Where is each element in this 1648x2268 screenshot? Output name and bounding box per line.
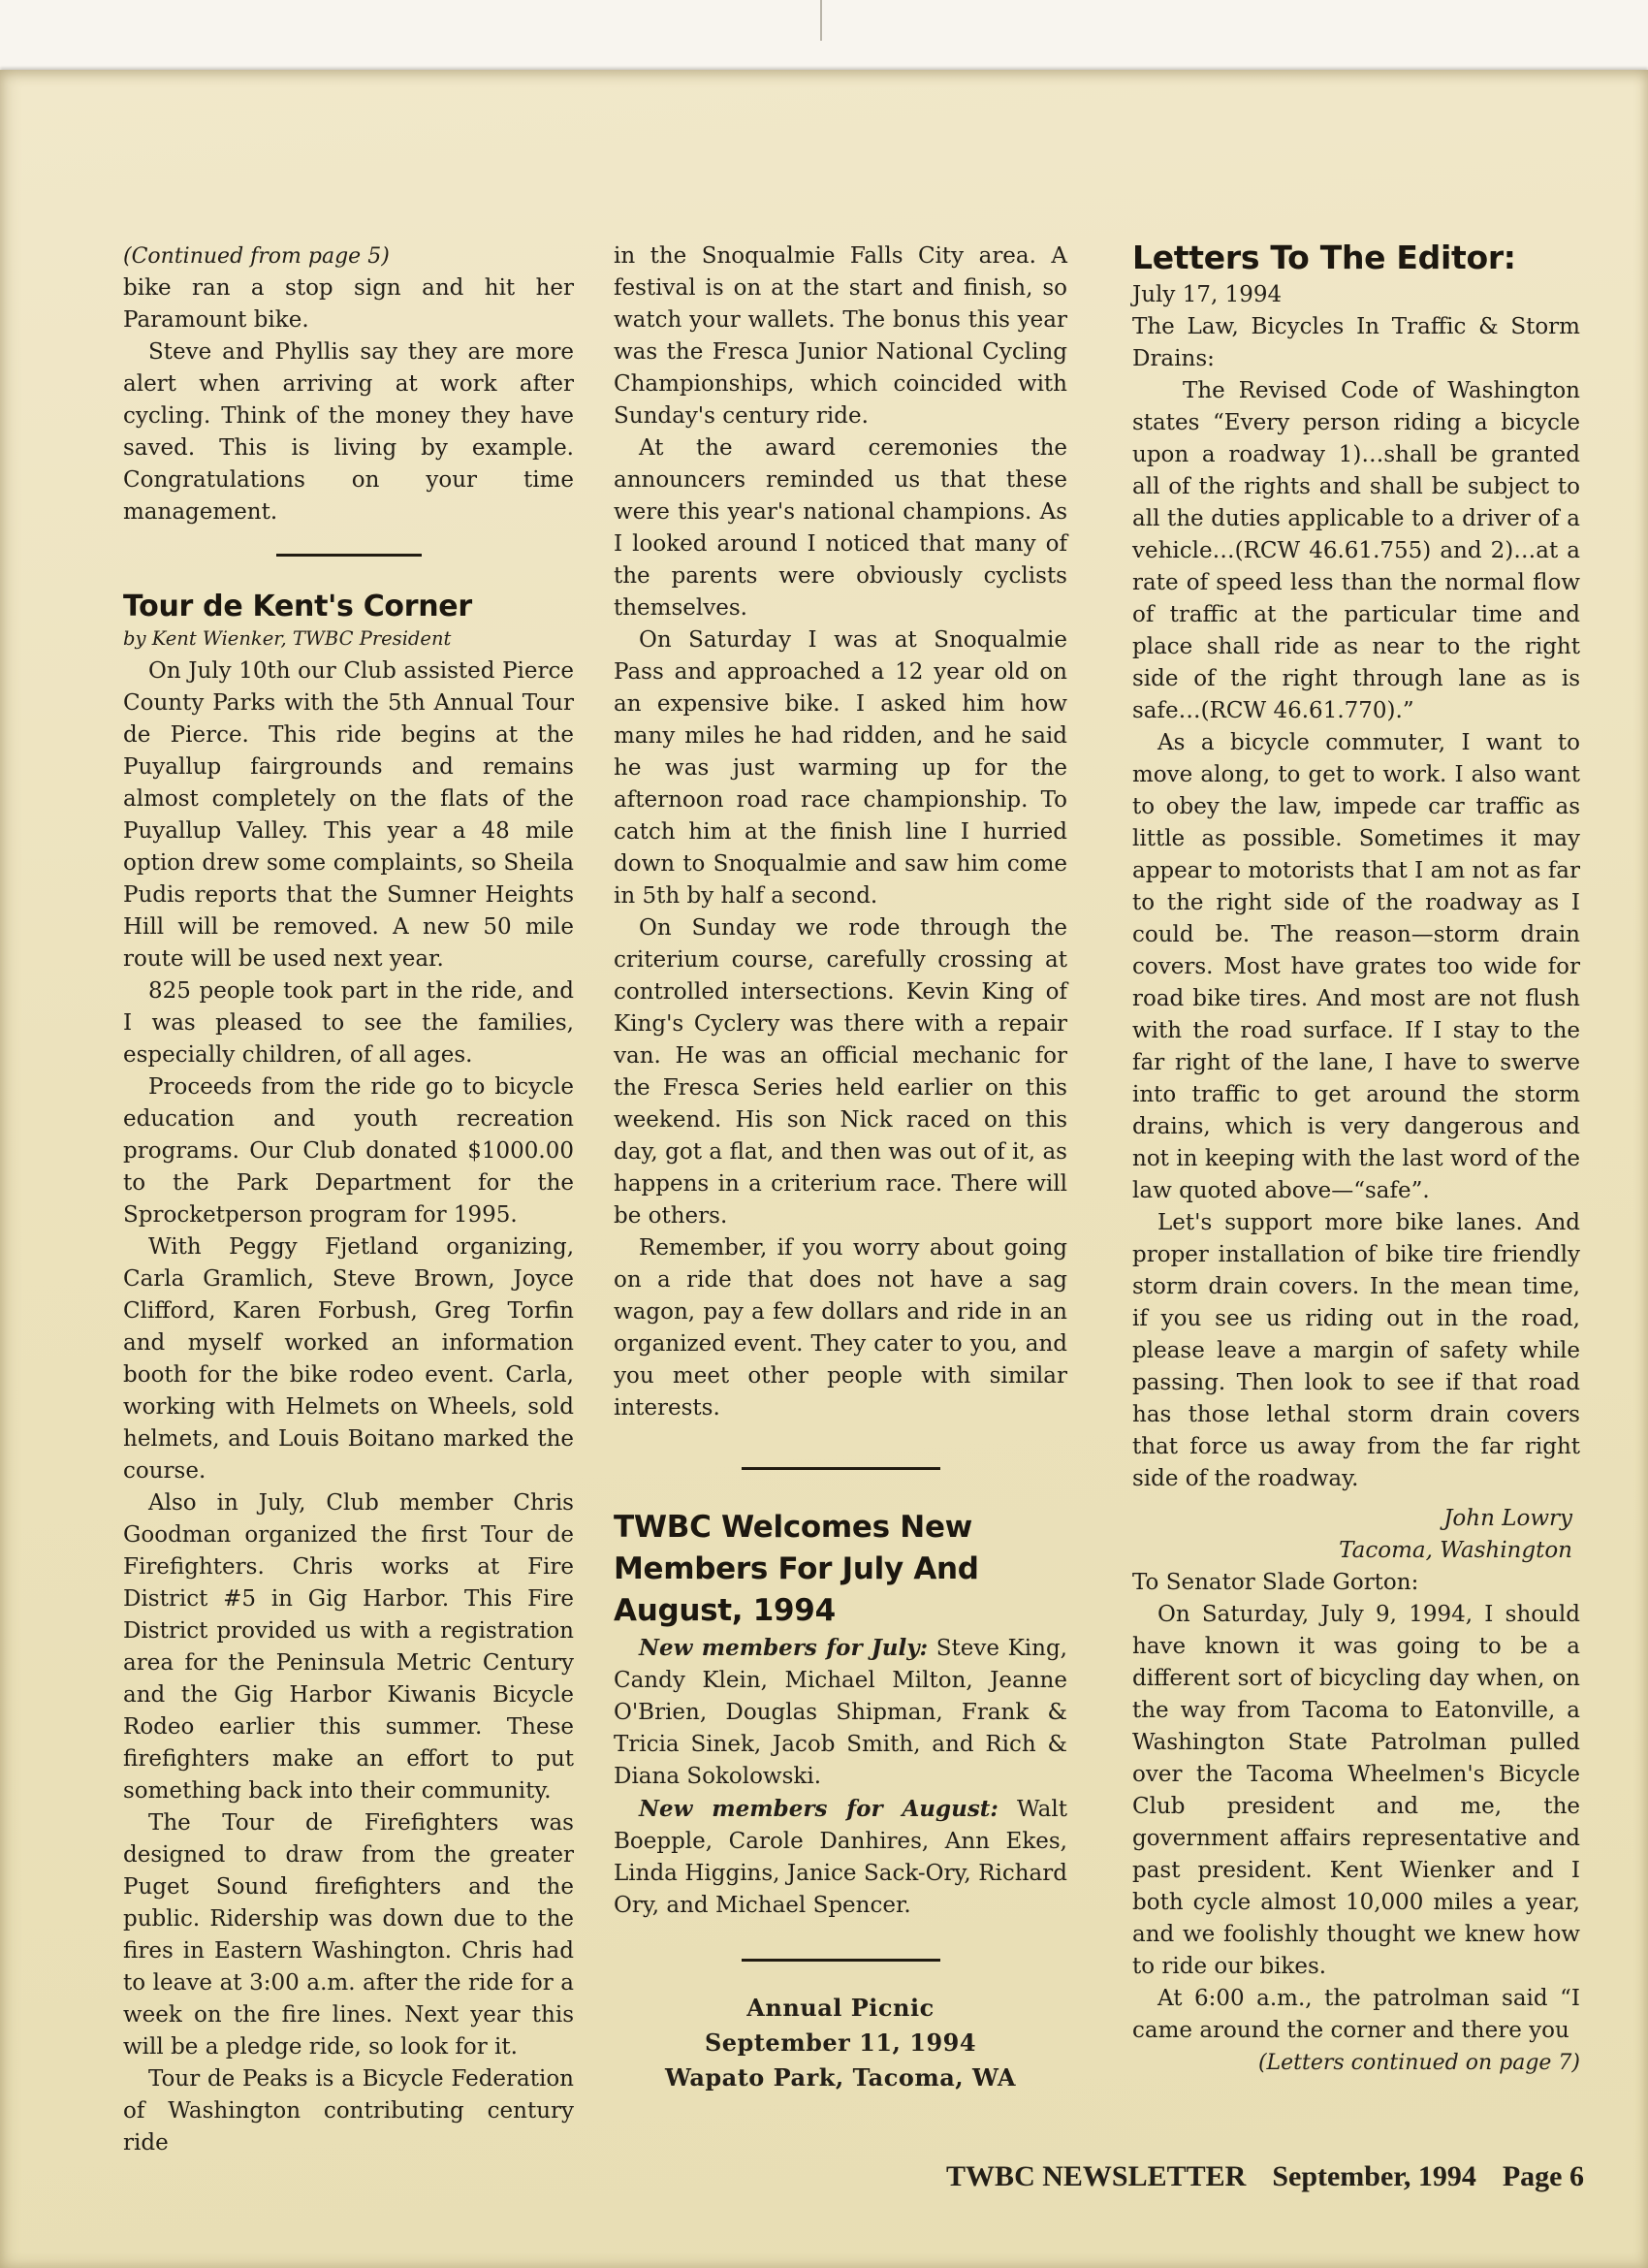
picnic-date: September 11, 1994 bbox=[704, 2028, 977, 2057]
letter-paragraph: On Saturday, July 9, 1994, I should have known it was going to be a different sort of bicycling day when, on the way from Tacoma to Eatonville, a Washington State Patrolman pulled over the Tacoma Wheelmen's Bicycle Club president and me, the government affairs representative and past president. Kent Wienker and I both cycle almost 10,000 miles a year, and we foolishly thought we knew how to ride our bikes. bbox=[1132, 1602, 1580, 1979]
letter-subject: The Law, Bicycles In Traffic & Storm Drains: bbox=[1132, 314, 1580, 371]
article-paragraph: Proceeds from the ride go to bicycle education and youth recreation programs. Our Club donated $1000.00 to the Park Department for the Sprocketperson program for 1995. bbox=[123, 1074, 574, 1228]
article-paragraph: With Peggy Fjetland organizing, Carla Gramlich, Steve Brown, Joyce Clifford, Karen Forbush, Greg Torfin and myself worked an information booth for the bike rodeo event. Carla, working with Helmets on Wheels, sold helmets, and Louis Boitano marked the course. bbox=[123, 1234, 574, 1484]
article-title: Tour de Kent's Corner bbox=[123, 590, 472, 623]
new-members-august-label: New members for August: bbox=[639, 1796, 998, 1822]
letter-salutation: To Senator Slade Gorton: bbox=[1132, 1570, 1419, 1595]
new-members-title: TWBC Welcomes New Members For July And August, 1994 bbox=[614, 1510, 979, 1628]
footer-issue-date: September, 1994 bbox=[1272, 2160, 1476, 2192]
article-paragraph: On Saturday I was at Snoqualmie Pass and approached a 12 year old on an expensive bike. I asked him how many miles he had ridden, and he said he was just warming up for the afternoon road race championship. To catch him at the finish line I hurried down to Snoqualmie and saw him come in 5th by half a second. bbox=[614, 627, 1067, 909]
newsletter-page bbox=[0, 70, 1648, 2268]
signature-name: John Lowry bbox=[1443, 1506, 1572, 1531]
section-divider bbox=[742, 1959, 940, 1962]
column-right bbox=[1132, 237, 1580, 2079]
annual-picnic-notice bbox=[614, 1991, 1067, 2095]
article-byline: by Kent Wienker, TWBC President bbox=[123, 627, 452, 650]
section-divider bbox=[742, 1467, 940, 1470]
signature-place: Tacoma, Washington bbox=[1339, 1538, 1572, 1563]
picnic-title: Annual Picnic bbox=[746, 1994, 935, 2022]
article-paragraph: Tour de Peaks is a Bicycle Federation of Washington contributing century ride bbox=[123, 2066, 574, 2156]
picnic-location: Wapato Park, Tacoma, WA bbox=[664, 2063, 1017, 2092]
letter-paragraph: At 6:00 a.m., the patrolman said “I came around the corner and there you bbox=[1132, 1986, 1580, 2043]
letter-signature bbox=[1132, 1503, 1572, 1567]
letter-paragraph: The Revised Code of Washington states “Every person riding a bicycle upon a roadway 1)…shall be granted all of the rights and shall be subject to all the duties applicable to a driver of a vehicle…(RCW 46.61.755) and 2)…at a rate of speed less than the normal flow of traffic at the particular time and place shall ride as near to the right side of the right through lane as is safe…(RCW 46.61.770).” bbox=[1132, 378, 1580, 723]
letter-paragraph: Let's support more bike lanes. And proper installation of bike tire friendly storm drain covers. In the mean time, if you see us riding out in the road, please leave a margin of safety while passing. Then look to see if that road has those lethal storm drain covers that force us away from the far right side of the roadway. bbox=[1132, 1210, 1580, 1491]
section-divider bbox=[276, 554, 422, 557]
article-paragraph: On July 10th our Club assisted Pierce County Parks with the 5th Annual Tour de Pierce. This ride begins at the Puyallup fairgrounds and remains almost completely on the flats of the Puyallup Valley. This year a 48 mile option drew some complaints, so Sheila Pudis reports that the Sumner Heights Hill will be removed. A new 50 mile route will be used next year. bbox=[123, 658, 574, 972]
article-paragraph: Also in July, Club member Chris Goodman organized the first Tour de Firefighters. Chris works at Fire District #5 in Gig Harbor. This Fire District provided us with a registration area for the Peninsula Metric Century and the Gig Harbor Kiwanis Bicycle Rodeo earlier this summer. These firefighters make an effort to put something back into their community. bbox=[123, 1490, 574, 1804]
intro-paragraph: bike ran a stop sign and hit her Paramount bike. bbox=[123, 275, 574, 333]
column-left bbox=[123, 240, 574, 2159]
letter-paragraph: As a bicycle commuter, I want to move along, to get to work. I also want to obey the law, impede car traffic as little as possible. Sometimes it may appear to motorists that I am not as far to the right side of the roadway as I could be. The reason—storm drain covers. Most have grates too wide for road bike tires. And most are not flush with the road surface. If I stay to the far right of the lane, I have to swerve into traffic to get around the storm drains, which is very dangerous and not in keeping with the last word of the law quoted above—“safe”. bbox=[1132, 730, 1580, 1203]
letter-date: July 17, 1994 bbox=[1132, 282, 1283, 307]
article-paragraph: At the award ceremonies the announcers reminded us that these were this year's national champions. As I looked around I noticed that many of the parents were obviously cyclists themselves. bbox=[614, 435, 1067, 621]
new-members-august-names: Walt Boepple, Carole Danhires, Ann Ekes, Linda Higgins, Janice Sack-Ory, Richard Ory, and Michael Spencer. bbox=[614, 1797, 1067, 1918]
article-paragraph: in the Snoqualmie Falls City area. A festival is on at the start and finish, so watch your wallets. The bonus this year was the Fresca Junior National Cycling Championships, which coincided with Sunday's century ride. bbox=[614, 243, 1067, 429]
article-paragraph: 825 people took part in the ride, and I was pleased to see the families, especially children, of all ages. bbox=[123, 978, 574, 1068]
page-footer bbox=[946, 2160, 1584, 2193]
footer-page-number: Page 6 bbox=[1502, 2160, 1584, 2192]
new-members-august bbox=[614, 1793, 1067, 1922]
intro-paragraph: Steve and Phyllis say they are more alert when arriving at work after cycling. Think of the money they have saved. This is living by example. Congratulations on your time management. bbox=[123, 339, 574, 525]
new-members-july-names: Steve King, Candy Klein, Michael Milton, Jeanne O'Brien, Douglas Shipman, Frank & Tricia Sinek, Jacob Smith, and Rich & Diana Sokolowski. bbox=[614, 1636, 1067, 1789]
letters-continued-note: (Letters continued on page 7) bbox=[1257, 2051, 1580, 2075]
new-members-july bbox=[614, 1632, 1067, 1793]
scan-artifact-line bbox=[820, 0, 822, 41]
new-members-july-label: New members for July: bbox=[639, 1635, 929, 1661]
column-middle bbox=[614, 240, 1067, 2095]
footer-newsletter-name: TWBC NEWSLETTER bbox=[946, 2160, 1247, 2192]
article-paragraph: Remember, if you worry about going on a ride that does not have a sag wagon, pay a few dollars and ride in an organized event. They cater to you, and you meet other people with similar interests. bbox=[614, 1235, 1067, 1421]
article-paragraph: The Tour de Firefighters was designed to draw from the greater Puget Sound firefighters and the public. Ridership was down due to the fires in Eastern Washington. Chris had to leave at 3:00 a.m. after the ride for a week on the fire lines. Next year this will be a pledge ride, so look for it. bbox=[123, 1810, 574, 2060]
letters-section-title: Letters To The Editor: bbox=[1132, 239, 1516, 276]
article-paragraph: On Sunday we rode through the criterium course, carefully crossing at controlled intersections. Kevin King of King's Cyclery was there with a repair van. He was an official mechanic for the Fresca Series held earlier on this weekend. His son Nick raced on this day, got a flat, and then was out of it, as happens in a criterium race. There will be others. bbox=[614, 915, 1067, 1229]
continued-from-note: (Continued from page 5) bbox=[123, 244, 390, 269]
